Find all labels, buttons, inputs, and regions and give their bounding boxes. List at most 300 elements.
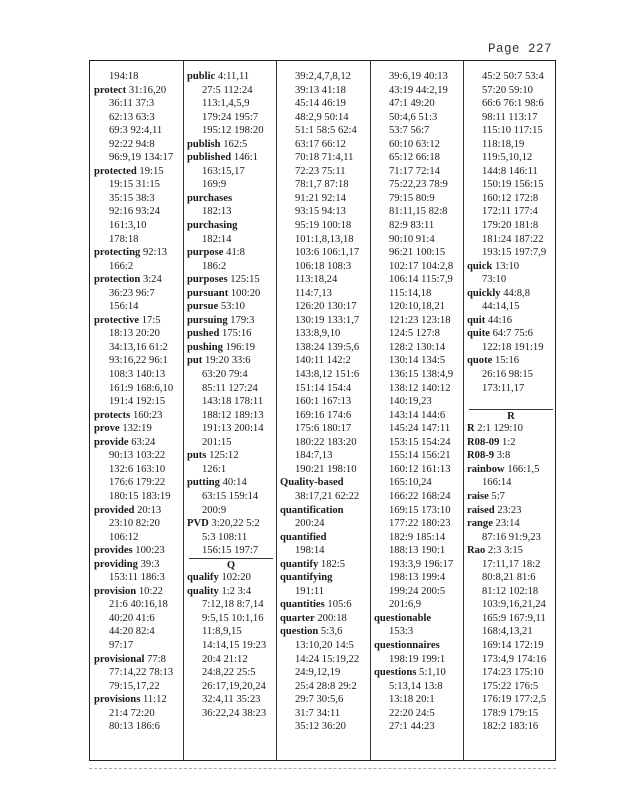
- index-continuation: 155:14 156:21: [389, 450, 451, 462]
- index-references: 175:16: [219, 328, 252, 340]
- index-term: putting: [187, 477, 220, 489]
- index-table: [89, 60, 556, 761]
- index-entry: [374, 639, 462, 653]
- index-continuation: 24:8,22 25:5: [202, 667, 256, 679]
- index-entry: [94, 693, 182, 707]
- index-continuation: 165:9 167:9,11: [482, 612, 546, 624]
- index-continuation: 156:15 197:7: [202, 545, 259, 557]
- index-continuation: 119:5,10,12: [482, 152, 533, 164]
- index-continuation: 20:4 21:12: [202, 653, 248, 665]
- index-continuation: 179:24 195:7: [202, 111, 259, 123]
- index-term: quote: [467, 355, 493, 367]
- index-entry: [187, 449, 275, 463]
- index-continuation: 21:4 72:20: [109, 707, 155, 719]
- index-continuation: 191:13 200:14: [202, 423, 264, 435]
- index-continuation: 24:9,12,19: [295, 667, 341, 679]
- index-entry: [187, 246, 275, 260]
- index-continuation: 17:11,17 18:2: [482, 558, 541, 570]
- index-continuation: 198:14: [295, 545, 325, 557]
- index-column-5: [467, 70, 555, 734]
- index-continuation: 97:17: [109, 639, 134, 651]
- index-continuation: 101:1,8,13,18: [295, 233, 354, 245]
- index-entry: [187, 585, 275, 599]
- index-entry: [280, 571, 368, 585]
- index-entry: [94, 314, 182, 328]
- index-continuation: 143:14 144:6: [389, 409, 446, 421]
- index-term: pursue: [187, 301, 219, 313]
- index-continuation: 133:8,9,10: [295, 328, 341, 340]
- index-continuation: 77:14,22 78:13: [109, 667, 174, 679]
- index-term: put: [187, 355, 203, 367]
- index-continuation: 182:2 183:16: [482, 721, 539, 733]
- index-entry: [467, 287, 555, 301]
- index-references: 179:3: [227, 314, 255, 326]
- index-term: purchases: [187, 192, 233, 204]
- index-continuation: 108:3 140:13: [109, 369, 166, 381]
- index-entry: [280, 531, 368, 545]
- index-continuation: 63:15 159:14: [202, 490, 259, 502]
- index-continuation: 194:18: [109, 71, 139, 82]
- index-continuation: 177:22 180:23: [389, 518, 451, 530]
- bottom-rule: [89, 768, 556, 769]
- index-entry: [467, 504, 555, 518]
- index-references: 20:13: [134, 504, 162, 516]
- index-entry: [467, 490, 555, 504]
- index-continuation: 182:13: [202, 206, 232, 218]
- index-references: 125:12: [206, 450, 239, 462]
- index-entry: [187, 219, 275, 233]
- index-continuation: 161:3,10: [109, 220, 147, 232]
- index-continuation: 87:16 91:9,23: [482, 531, 541, 543]
- index-continuation: 145:24 147:11: [389, 423, 451, 435]
- index-continuation: 113:18,24: [295, 274, 338, 286]
- index-term: protect: [94, 84, 127, 96]
- index-continuation: 121:23 123:18: [389, 314, 451, 326]
- index-term: protects: [94, 409, 131, 421]
- index-entry: [187, 571, 275, 585]
- index-references: 13:10: [492, 260, 520, 272]
- index-entry: [94, 436, 182, 450]
- column-divider: [463, 61, 464, 760]
- index-continuation: 182:14: [202, 233, 232, 245]
- index-continuation: 73:10: [482, 274, 507, 286]
- index-continuation: 7:12,18 8:7,14: [202, 599, 264, 611]
- index-references: 64:7 75:6: [489, 328, 533, 340]
- index-term: pursuing: [187, 314, 228, 326]
- index-references: 5:1,10: [416, 667, 446, 679]
- index-term: questions: [374, 667, 417, 679]
- index-continuation: 44:14,15: [482, 301, 520, 313]
- index-term: protective: [94, 314, 140, 326]
- index-term: questionable: [374, 612, 432, 624]
- index-continuation: 18:13 20:20: [109, 328, 160, 340]
- index-references: 31:16,20: [126, 84, 167, 96]
- index-term: Rao: [467, 545, 486, 557]
- index-references: 15:16: [492, 355, 520, 367]
- section-letter-label: R: [469, 409, 553, 424]
- index-continuation: 132:6 163:10: [109, 463, 166, 475]
- index-continuation: 124:5 127:8: [389, 328, 440, 340]
- index-continuation: 93:15 94:13: [295, 206, 346, 218]
- index-entry: [187, 517, 275, 531]
- column-divider: [183, 61, 184, 760]
- index-entry: [280, 476, 368, 490]
- index-continuation: 63:17 66:12: [295, 138, 346, 150]
- index-continuation: 169:14 172:19: [482, 639, 544, 651]
- index-continuation: 178:18: [109, 233, 139, 245]
- index-entry: [467, 449, 555, 463]
- index-references: 162:5: [220, 138, 248, 150]
- index-term: purpose: [187, 247, 224, 259]
- index-references: 5:3,6: [318, 626, 343, 638]
- index-continuation: 53:7 56:7: [389, 125, 430, 137]
- index-continuation: 173:4,9 174:16: [482, 653, 547, 665]
- index-references: 44:8,8: [500, 287, 530, 299]
- index-continuation: 81:11,15 82:8: [389, 206, 448, 218]
- index-references: 1:2: [499, 436, 516, 448]
- index-continuation: 200:9: [202, 504, 227, 516]
- index-continuation: 169:15 173:10: [389, 504, 451, 516]
- index-term: R08-09: [467, 436, 500, 448]
- index-continuation: 169:9: [202, 179, 227, 191]
- index-continuation: 128:2 130:14: [389, 341, 446, 353]
- index-references: 19:20 33:6: [202, 355, 251, 367]
- index-continuation: 151:14 154:4: [295, 382, 352, 394]
- index-continuation: 90:13 103:22: [109, 450, 166, 462]
- index-continuation: 140:11 142:2: [295, 355, 351, 367]
- index-term: raised: [467, 504, 495, 516]
- index-references: 63:24: [128, 436, 156, 448]
- index-continuation: 26:17,19,20,24: [202, 680, 266, 692]
- index-continuation: 193:15 197:7,9: [482, 247, 547, 259]
- index-references: 100:23: [132, 545, 165, 557]
- index-term: publish: [187, 138, 221, 150]
- index-continuation: 39:6,19 40:13: [389, 71, 448, 82]
- index-entry: [187, 341, 275, 355]
- index-continuation: 39:13 41:18: [295, 84, 346, 96]
- index-term: quickly: [467, 287, 501, 299]
- index-term: protecting: [94, 247, 141, 259]
- index-references: 40:14: [219, 477, 247, 489]
- page-number: Page 227: [487, 42, 552, 56]
- index-term: question: [280, 626, 319, 638]
- index-references: 105:6: [324, 599, 352, 611]
- index-continuation: 106:18 108:3: [295, 260, 352, 272]
- index-continuation: 150:19 156:15: [482, 179, 544, 191]
- index-entry: [187, 138, 275, 152]
- index-continuation: 118:18,19: [482, 138, 525, 150]
- index-entry: [94, 409, 182, 423]
- index-entry: [187, 287, 275, 301]
- index-continuation: 161:9 168:6,10: [109, 382, 174, 394]
- index-references: 23:23: [494, 504, 522, 516]
- index-continuation: 182:9 185:14: [389, 531, 446, 543]
- section-letter: [187, 558, 275, 572]
- index-continuation: 176:6 179:22: [109, 477, 166, 489]
- index-continuation: 166:22 168:24: [389, 490, 451, 502]
- index-term: quarter: [280, 612, 315, 624]
- index-continuation: 160:12 161:13: [389, 463, 451, 475]
- index-continuation: 153:15 154:24: [389, 436, 451, 448]
- index-continuation: 9:5,15 10:1,16: [202, 612, 264, 624]
- index-continuation: 106:14 115:7,9: [389, 274, 453, 286]
- index-continuation: 115:10 117:15: [482, 125, 543, 137]
- index-continuation: 14:24 15:19,22: [295, 653, 360, 665]
- index-continuation: 193:3,9 196:17: [389, 558, 454, 570]
- index-continuation: 168:4,13,21: [482, 626, 533, 638]
- index-entry: [94, 422, 182, 436]
- index-references: 53:10: [218, 301, 245, 313]
- index-entry: [94, 504, 182, 518]
- index-continuation: 38:17,21 62:22: [295, 490, 360, 502]
- index-continuation: 11:8,9,15: [202, 626, 242, 638]
- column-divider: [276, 61, 277, 760]
- index-entry: [280, 558, 368, 572]
- index-entry: [467, 544, 555, 558]
- index-continuation: 188:13 190:1: [389, 545, 446, 557]
- index-term: quit: [467, 314, 486, 326]
- index-continuation: 47:1 49:20: [389, 98, 435, 110]
- index-continuation: 19:15 31:15: [109, 179, 160, 191]
- index-continuation: 160:1 167:13: [295, 396, 352, 408]
- index-continuation: 92:16 93:24: [109, 206, 160, 218]
- index-continuation: 156:14: [109, 301, 139, 313]
- index-references: 1:2 3:4: [218, 585, 252, 597]
- index-entry: [187, 354, 275, 368]
- index-continuation: 166:2: [109, 260, 134, 272]
- index-term: providing: [94, 558, 138, 570]
- index-references: 146:1: [231, 152, 258, 164]
- index-column-4: [374, 70, 462, 734]
- index-entry: [187, 314, 275, 328]
- index-continuation: 181:24 187:22: [482, 233, 544, 245]
- index-term: provision: [94, 585, 137, 597]
- index-continuation: 91:21 92:14: [295, 192, 346, 204]
- index-continuation: 201:6,9: [389, 599, 422, 611]
- index-term: provided: [94, 504, 135, 516]
- index-term: quantify: [280, 558, 319, 570]
- index-continuation: 48:2,9 50:14: [295, 111, 349, 123]
- index-continuation: 50:4,6 51:3: [389, 111, 438, 123]
- index-references: 100:20: [228, 287, 261, 299]
- index-entry: [467, 260, 555, 274]
- index-continuation: 173:11,17: [482, 382, 525, 394]
- index-continuation: 188:12 189:13: [202, 409, 264, 421]
- index-continuation: 140:19,23: [389, 396, 432, 408]
- index-continuation: 82:9 83:11: [389, 220, 435, 232]
- index-continuation: 136:15 138:4,9: [389, 369, 454, 381]
- index-term: raise: [467, 490, 489, 502]
- index-continuation: 36:23 96:7: [109, 287, 155, 299]
- index-continuation: 113:1,4,5,9: [202, 98, 250, 110]
- index-continuation: 21:6 40:16,18: [109, 599, 168, 611]
- index-entry: [187, 300, 275, 314]
- index-continuation: 13:10,20 14:5: [295, 639, 354, 651]
- index-continuation: 163:15,17: [202, 165, 245, 177]
- index-continuation: 106:12: [109, 531, 139, 543]
- index-term: Quality-based: [280, 477, 344, 489]
- index-continuation: 43:19 44:2,19: [389, 84, 448, 96]
- index-entry: [187, 476, 275, 490]
- index-entry: [94, 544, 182, 558]
- index-term: published: [187, 152, 232, 164]
- index-continuation: 57:20 59:10: [482, 84, 533, 96]
- index-continuation: 78:1,7 87:18: [295, 179, 349, 191]
- index-term: qualify: [187, 572, 219, 584]
- index-entry: [280, 625, 368, 639]
- index-continuation: 126:1: [202, 463, 227, 475]
- index-continuation: 26:16 98:15: [482, 369, 533, 381]
- index-term: pursuant: [187, 287, 229, 299]
- index-references: 196:19: [222, 341, 256, 353]
- index-entry: [467, 314, 555, 328]
- index-term: range: [467, 518, 493, 530]
- index-references: 39:3: [137, 558, 160, 570]
- index-term: quality: [187, 585, 219, 597]
- index-entry: [467, 463, 555, 477]
- index-continuation: 186:2: [202, 260, 227, 272]
- index-term: prove: [94, 423, 120, 435]
- index-references: 160:23: [130, 409, 163, 421]
- index-term: provide: [94, 436, 129, 448]
- index-continuation: 172:11 177:4: [482, 206, 538, 218]
- index-continuation: 80:13 186:6: [109, 721, 160, 733]
- index-entry: [187, 151, 275, 165]
- index-references: 11:12: [140, 694, 167, 706]
- index-term: pushing: [187, 341, 223, 353]
- index-references: 200:18: [314, 612, 347, 624]
- index-term: R: [467, 423, 475, 435]
- index-continuation: 44:20 82:4: [109, 626, 155, 638]
- index-continuation: 166:14: [482, 477, 512, 489]
- index-references: 132:19: [119, 423, 152, 435]
- index-column-1: [94, 70, 182, 734]
- section-letter-label: Q: [189, 558, 273, 573]
- index-term: quantified: [280, 531, 327, 543]
- index-continuation: 65:12 66:18: [389, 152, 440, 164]
- index-term: provisional: [94, 653, 145, 665]
- index-term: questionnaires: [374, 639, 440, 651]
- index-continuation: 35:15 38:3: [109, 192, 155, 204]
- index-term: quantifying: [280, 572, 333, 584]
- index-entry: [187, 273, 275, 287]
- index-continuation: 160:12 172:8: [482, 192, 539, 204]
- index-term: purchasing: [187, 220, 238, 232]
- index-continuation: 40:20 41:6: [109, 612, 155, 624]
- index-continuation: 62:13 63:3: [109, 111, 155, 123]
- index-entry: [94, 558, 182, 572]
- index-continuation: 92:22 94:8: [109, 138, 155, 150]
- index-entry: [280, 504, 368, 518]
- index-continuation: 25:4 28:8 29:2: [295, 680, 357, 692]
- index-continuation: 126:20 130:17: [295, 301, 357, 313]
- index-continuation: 144:8 146:11: [482, 165, 538, 177]
- index-continuation: 96:9,19 134:17: [109, 152, 174, 164]
- index-column-3: [280, 70, 368, 734]
- index-entry: [467, 354, 555, 368]
- index-entry: [94, 273, 182, 287]
- index-continuation: 27:1 44:23: [389, 721, 435, 733]
- index-continuation: 169:16 174:6: [295, 409, 352, 421]
- index-term: protection: [94, 274, 141, 286]
- index-continuation: 79:15,17,22: [109, 680, 160, 692]
- index-term: provides: [94, 545, 133, 557]
- index-continuation: 93:16,22 96:1: [109, 355, 168, 367]
- index-continuation: 14:14,15 19:23: [202, 639, 267, 651]
- index-term: R08-9: [467, 450, 495, 462]
- index-references: 182:5: [318, 558, 346, 570]
- index-continuation: 191:11: [295, 585, 325, 597]
- index-references: 3:20,22 5:2: [208, 518, 260, 530]
- index-continuation: 103:9,16,21,24: [482, 599, 546, 611]
- index-continuation: 90:10 91:4: [389, 233, 435, 245]
- index-continuation: 103:6 106:1,17: [295, 247, 360, 259]
- index-continuation: 23:10 82:20: [109, 518, 160, 530]
- index-entry: [280, 598, 368, 612]
- index-continuation: 34:13,16 61:2: [109, 341, 168, 353]
- index-entry: [280, 612, 368, 626]
- index-continuation: 45:2 50:7 53:4: [482, 71, 544, 82]
- index-entry: [187, 327, 275, 341]
- index-continuation: 51:1 58:5 62:4: [295, 125, 357, 137]
- index-references: 44:16: [485, 314, 513, 326]
- index-entry: [467, 436, 555, 450]
- index-entry: [94, 165, 182, 179]
- index-entry: [467, 422, 555, 436]
- index-continuation: 70:18 71:4,11: [295, 152, 354, 164]
- index-continuation: 153:11 186:3: [109, 572, 165, 584]
- index-continuation: 32:4,11 35:23: [202, 694, 261, 706]
- index-continuation: 36:11 37:3: [109, 98, 155, 110]
- index-continuation: 39:2,4,7,8,12: [295, 71, 351, 82]
- index-references: 41:8: [223, 247, 245, 259]
- index-references: 23:14: [492, 518, 520, 530]
- index-continuation: 195:12 198:20: [202, 125, 264, 137]
- index-entry: [374, 666, 462, 680]
- index-continuation: 143:8,12 151:6: [295, 369, 360, 381]
- index-entry: [187, 70, 275, 84]
- index-continuation: 165:10,24: [389, 477, 432, 489]
- index-references: 2:3 3:15: [485, 545, 523, 557]
- index-term: protected: [94, 165, 137, 177]
- index-continuation: 95:19 100:18: [295, 220, 352, 232]
- index-term: purposes: [187, 274, 228, 286]
- section-letter: [467, 409, 555, 423]
- index-continuation: 184:7,13: [295, 450, 333, 462]
- index-term: pushed: [187, 328, 220, 340]
- index-continuation: 80:8,21 81:6: [482, 572, 536, 584]
- index-continuation: 69:3 92:4,11: [109, 125, 163, 137]
- index-entry: [94, 246, 182, 260]
- index-continuation: 60:10 63:12: [389, 138, 440, 150]
- index-continuation: 198:13 199:4: [389, 572, 446, 584]
- index-continuation: 5:13,14 13:8: [389, 680, 443, 692]
- index-continuation: 199:24 200:5: [389, 585, 446, 597]
- index-continuation: 176:19 177:2,5: [482, 694, 547, 706]
- index-references: 166:1,5: [504, 463, 540, 475]
- index-term: provisions: [94, 694, 141, 706]
- index-term: rainbow: [467, 463, 505, 475]
- index-continuation: 79:15 80:9: [389, 192, 435, 204]
- index-continuation: 175:22 176:5: [482, 680, 539, 692]
- index-continuation: 71:17 72:14: [389, 165, 440, 177]
- index-continuation: 120:10,18,21: [389, 301, 445, 313]
- index-term: puts: [187, 450, 207, 462]
- index-continuation: 13:18 20:1: [389, 694, 435, 706]
- index-continuation: 35:12 36:20: [295, 721, 346, 733]
- index-continuation: 180:22 183:20: [295, 436, 357, 448]
- index-continuation: 130:14 134:5: [389, 355, 446, 367]
